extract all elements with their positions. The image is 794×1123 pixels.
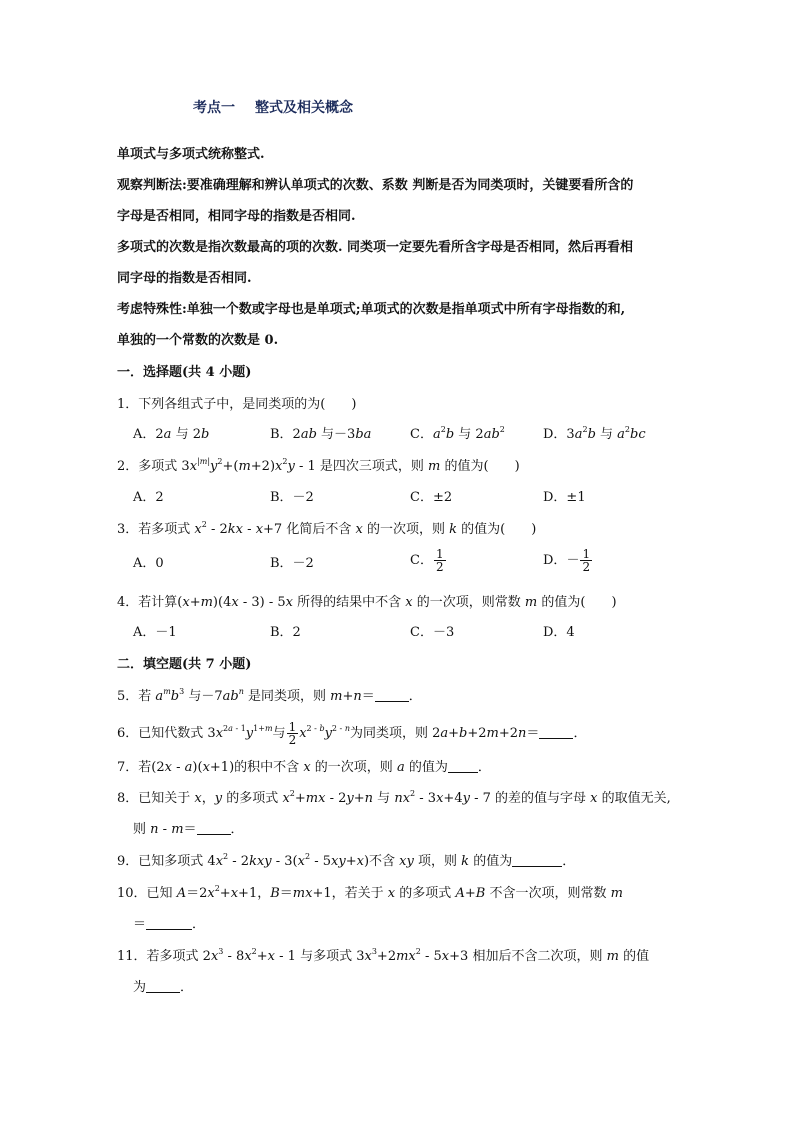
question-7-stem: 7．若(2x - a)(x+1)的积中不含 x 的一次项，则 a 的值为 ． [117, 760, 491, 775]
q4-option-a: A．－1 [133, 625, 177, 640]
question-11-stem: 11．若多项式 $2x^3 - 8x^2+x - 1$ 与多项式 $3x^3+2mx^2 - 5x+3$ 相加后不含二次项，则 m 的值 [117, 947, 650, 964]
question-10-stem: 10．已知 $A=2x^2+x+1$，B＝mx+1，若关于 x 的多项式 A+B 不含一次项，则常数 m [117, 884, 623, 901]
section-heading-fill: 二．填空题(共 7 小题) [117, 657, 252, 672]
question-8-stem: 8．已知关于 x，y 的多项式 $x^2+mx - 2y+n$ 与 $nx^2 - 3x+4y - 7$ 的差的值与字母 x 的取值无关, [117, 789, 671, 806]
q3-option-a: A．0 [133, 556, 164, 571]
question-4-stem: 4．若计算(x+m)(4x - 3) - 5x 所得的结果中不含 x 的一次项，则常数 m 的值为( ) [117, 595, 617, 610]
intro-line-5: 同字母的指数是否相同. [117, 271, 252, 286]
q2-option-d: D．±1 [543, 490, 586, 505]
q3-option-c: C． $\frac{1}{2}$ [410, 547, 444, 574]
intro-line-1: 单项式与多项式统称整式. [117, 147, 265, 162]
question-10-line-2: ＝ ． [133, 917, 206, 932]
question-3-stem: 3．若多项式 $x^2 - 2kx - x+7$ 化简后不含 x 的一次项，则 k 的值为( ) [117, 520, 537, 537]
question-1-stem: 1．下列各组式子中，是同类项的为( ) [117, 397, 357, 412]
title-part-b: 整式及相关概念 [255, 100, 353, 116]
q3-option-b: B．－2 [270, 556, 314, 571]
page-title [193, 97, 353, 117]
q4-option-c: C．－3 [410, 625, 455, 640]
q1-option-c: C．$a^2b$ 与 $2ab^2$ [410, 425, 505, 442]
question-6-stem: 6．已知代数式 $3x^{2a - 1}y^{1+m}$与 $\frac{1}{2}$ $x^{2 - b}y^{2 - n}$为同类项，则 2a+b+2m+2n＝ ． [117, 720, 587, 747]
intro-line-4: 多项式的次数是指次数最高的项的次数. 同类项一定要先看所含字母是否相同，然后再看相 [117, 240, 634, 255]
question-9-stem: 9．已知多项式 $4x^2 - 2kxy - 3(x^2 - 5xy+x)$不含 xy 项，则 k 的值为 ． [117, 852, 576, 869]
q2-option-b: B．－2 [270, 490, 314, 505]
q3-option-d: D．－ $\frac{1}{2}$ [543, 547, 591, 574]
section-heading-choice: 一．选择题(共 4 小题) [117, 365, 252, 380]
intro-line-6: 考虑特殊性:单独一个数或字母也是单项式;单项式的次数是指单项式中所有字母指数的和, [117, 302, 626, 317]
q4-option-b: B．2 [270, 625, 301, 640]
question-5-stem: 5．若 $a^mb^3$ 与$-7ab^n$ 是同类项，则 m+n＝ ． [117, 687, 422, 704]
intro-line-3: 字母是否相同，相同字母的指数是否相同. [117, 209, 356, 224]
intro-line-2: 观察判断法:要准确理解和辨认单项式的次数、系数 判断是否为同类项时，关键要看所含的 [117, 178, 634, 193]
intro-line-7: 单独的一个常数的次数是 0. [117, 333, 279, 348]
question-11-line-2: 为 ． [133, 980, 194, 995]
question-8-line-2: 则 n - m＝ ． [133, 822, 244, 837]
q2-option-a: A．2 [133, 490, 164, 505]
q1-option-d: D．$3a^2b$ 与 $a^2bc$ [543, 425, 646, 442]
title-part-a: 考点一 [193, 100, 235, 116]
question-2-stem: 2．多项式 $3x^{|m|}y^2+(m+2)x^2y - 1$ 是四次三项式，则 m 的值为( ) [117, 457, 520, 474]
q1-option-a: A．2a 与 2b [133, 427, 210, 442]
q2-option-c: C．±2 [410, 490, 453, 505]
q4-option-d: D．4 [543, 625, 575, 640]
q1-option-b: B．2ab 与－3ba [270, 427, 372, 442]
